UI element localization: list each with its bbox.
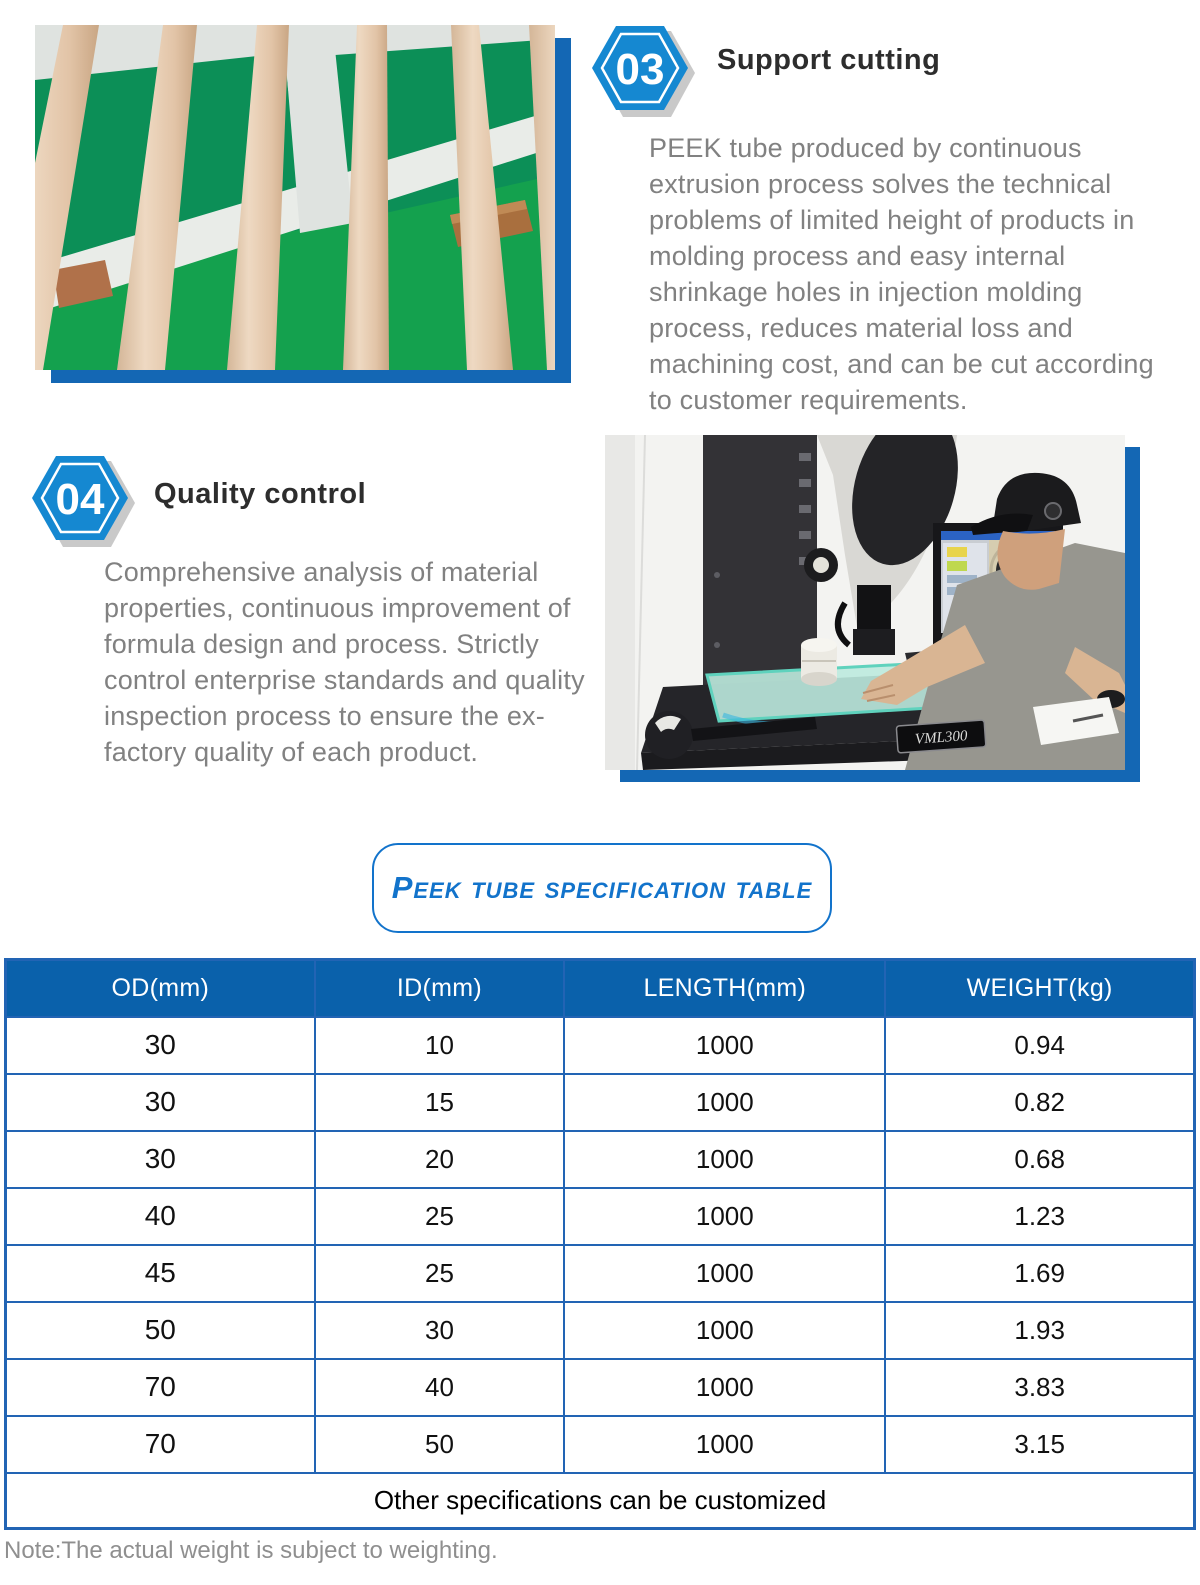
table-cell: 1000 bbox=[564, 1359, 885, 1416]
table-cell: 50 bbox=[315, 1416, 565, 1473]
banner-title-box bbox=[372, 843, 832, 933]
footnote: Note:The actual weight is subject to weighting. bbox=[4, 1537, 498, 1564]
table-cell: 1000 bbox=[564, 1416, 885, 1473]
table-row bbox=[6, 1359, 1195, 1416]
step-04-hexagon-icon bbox=[30, 454, 140, 550]
table-cell: 1000 bbox=[564, 1017, 885, 1074]
table-cell: 20 bbox=[315, 1131, 565, 1188]
table-cell: 15 bbox=[315, 1074, 565, 1131]
table-cell: 30 bbox=[6, 1131, 315, 1188]
table-row bbox=[6, 1074, 1195, 1131]
column-header-od: OD(mm) bbox=[6, 960, 315, 1017]
table-cell: 1000 bbox=[564, 1188, 885, 1245]
table-cell: 1000 bbox=[564, 1074, 885, 1131]
table-cell: 10 bbox=[315, 1017, 565, 1074]
spec-table-banner bbox=[0, 843, 1200, 935]
table-row bbox=[6, 1416, 1195, 1473]
table-cell: 25 bbox=[315, 1188, 565, 1245]
table-cell: 3.83 bbox=[885, 1359, 1194, 1416]
table-footer: Other specifications can be customized bbox=[6, 1473, 1195, 1529]
table-cell: 1.69 bbox=[885, 1245, 1194, 1302]
table-cell: 1000 bbox=[564, 1245, 885, 1302]
column-header-weight: WEIGHT(kg) bbox=[885, 960, 1194, 1017]
table-row bbox=[6, 1131, 1195, 1188]
table-cell: 0.68 bbox=[885, 1131, 1194, 1188]
quality-control-illustration bbox=[605, 435, 1125, 770]
banner-title: Peek tube specification table bbox=[391, 870, 813, 905]
table-cell: 3.15 bbox=[885, 1416, 1194, 1473]
table-cell: 1.23 bbox=[885, 1188, 1194, 1245]
table-cell: 1000 bbox=[564, 1302, 885, 1359]
quality-control-photo bbox=[605, 435, 1125, 770]
table-cell: 30 bbox=[6, 1017, 315, 1074]
step-03-title: Support cutting bbox=[717, 44, 941, 76]
table-cell: 30 bbox=[315, 1302, 565, 1359]
column-header-length: LENGTH(mm) bbox=[564, 960, 885, 1017]
machine-label: VML300 bbox=[914, 728, 968, 748]
step-04-title: Quality control bbox=[154, 478, 367, 510]
table-cell: 25 bbox=[315, 1245, 565, 1302]
table-row bbox=[6, 1017, 1195, 1074]
table-footer-row bbox=[6, 1473, 1195, 1529]
step-04-description: Comprehensive analysis of material properties, continuous improvement of formula design and process. Strictly control enterprise standards and quality inspection process to ensure the ex-factory quality of each product. bbox=[104, 557, 585, 767]
step-03-hexagon-icon bbox=[590, 24, 700, 120]
table-row bbox=[6, 1188, 1195, 1245]
table-cell: 50 bbox=[6, 1302, 315, 1359]
table-cell: 1.93 bbox=[885, 1302, 1194, 1359]
table-row bbox=[6, 1302, 1195, 1359]
table-cell: 70 bbox=[6, 1416, 315, 1473]
step-number: 03 bbox=[615, 45, 665, 94]
table-row bbox=[6, 1245, 1195, 1302]
table-cell: 1000 bbox=[564, 1131, 885, 1188]
header-row bbox=[6, 960, 1195, 1017]
table-cell: 40 bbox=[315, 1359, 565, 1416]
table-cell: 45 bbox=[6, 1245, 315, 1302]
peek-tubes-photo bbox=[35, 25, 555, 370]
table-cell: 40 bbox=[6, 1188, 315, 1245]
table-cell: 0.94 bbox=[885, 1017, 1194, 1074]
spec-table bbox=[4, 958, 1196, 1530]
table-cell: 30 bbox=[6, 1074, 315, 1131]
step-03-description: PEEK tube produced by continuous extrusion process solves the technical problems of limited height of products in molding process and easy internal shrinkage holes in injection molding process, reduces material loss and machining cost, and can be cut according to customer requirements. bbox=[649, 133, 1154, 415]
table-cell: 70 bbox=[6, 1359, 315, 1416]
table-cell: 0.82 bbox=[885, 1074, 1194, 1131]
step-number: 04 bbox=[55, 475, 105, 524]
peek-tubes-illustration bbox=[35, 25, 555, 370]
column-header-id: ID(mm) bbox=[315, 960, 565, 1017]
